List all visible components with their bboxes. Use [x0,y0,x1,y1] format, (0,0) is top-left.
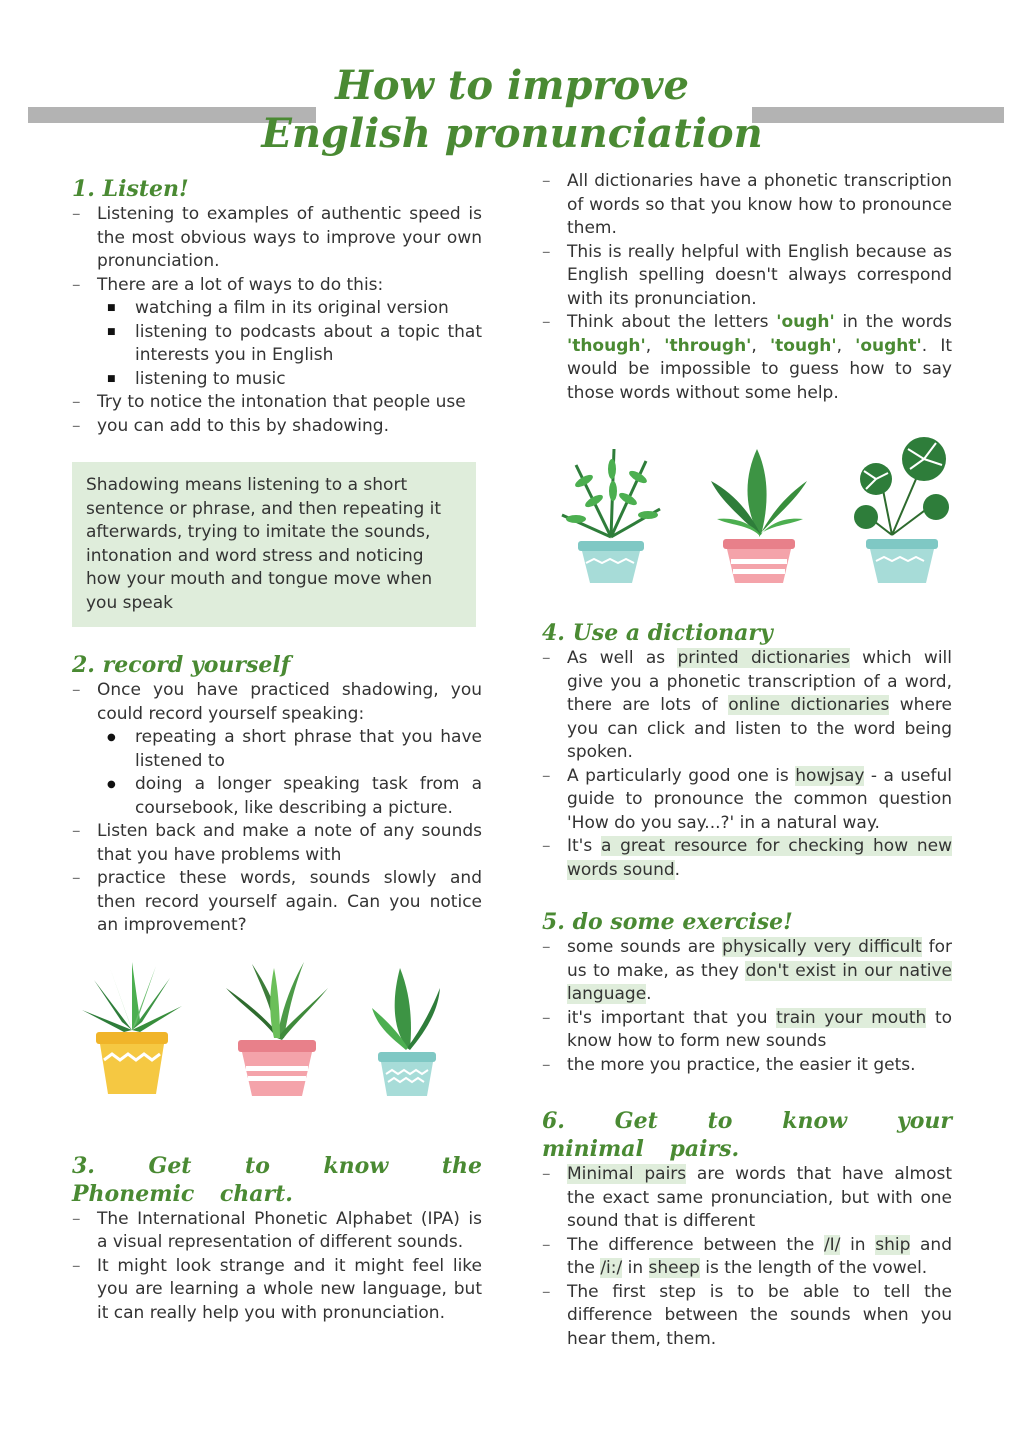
list-item: – The difference between the /I/ in ship and the /i:/ in sheep is the length of the vowel. [542,1234,952,1281]
dictionary-intro-list [542,170,952,405]
right-column [542,170,952,1351]
list-item: – The first step is to be able to tell the difference between the sounds when you hear them, them. [542,1281,952,1352]
section-6-heading: 6. Get to know your minimal pairs. [542,1108,952,1162]
list-item: – Try to notice the intonation that people use [72,391,482,415]
list-item: – A particularly good one is howjsay - a useful guide to pronounce the common question 'How do you say...?' in a natural way. [542,765,952,836]
fern-teal-pot-icon [556,445,666,585]
list-item: – The International Phonetic Alphabet (IPA) is a visual representation of different sounds. [72,1208,482,1255]
left-column [72,175,482,1325]
page-title [0,62,1024,158]
list-item: ■ listening to podcasts about a topic that interests you in English [135,321,482,368]
title-line-1: How to improve [335,62,689,109]
list-item: – it's important that you train your mouth to know how to form new sounds [542,1007,952,1054]
section-4-heading: 4. Use a dictionary [542,620,773,646]
section-4-list [542,647,952,882]
list-item: – This is really helpful with English because as English spelling doesn't always correspond with its pronunciation. [542,241,952,312]
section-2-heading: 2. record yourself [72,652,291,678]
list-item: – some sounds are physically very difficult for us to make, as they don't exist in our native language. [542,936,952,1007]
list-item: – Once you have practiced shadowing, you could record yourself speaking: ● repeating a short phrase that you have listened to ● doing a longer speaking task from a coursebook, like describing a picture. [72,679,482,820]
list-item: ● repeating a short phrase that you have listened to [135,726,482,773]
plant-yellow-pot-icon [82,960,182,1098]
section-2-list [72,679,482,938]
list-item: – practice these words, sounds slowly and then record yourself again. Can you notice an improvement? [72,867,482,938]
section-6-list [542,1163,952,1351]
list-item: ■ watching a film in its original version [135,297,482,321]
plant-teal-pot-icon [372,958,442,1098]
plants-illustration-right [556,435,952,585]
section-1-list [72,203,482,438]
sub-list [97,726,482,820]
section-3-heading: 3. Get to know the Phonemic chart. [72,1152,482,1207]
list-item: ■ listening to music [135,368,482,392]
list-item: ● doing a longer speaking task from a coursebook, like describing a picture. [135,773,482,820]
plant-pink-pot-icon [709,445,809,585]
section-3-list [72,1208,482,1326]
list-item: – Listening to examples of authentic speed is the most obvious ways to improve your own pronunciation. [72,203,482,274]
section-1-heading: 1. Listen! [72,176,189,202]
list-item: – There are a lot of ways to do this: ■ watching a film in its original version ■ listening to podcasts about a topic that interests you in English ■ listening to music [72,274,482,392]
section-5-heading: 5. do some exercise! [542,909,793,935]
list-item: – As well as printed dictionaries which will give you a phonetic transcription of a word, there are lots of online dictionaries where you can click and listen to the word being spoken. [542,647,952,765]
list-item: – Think about the letters 'ough' in the words 'though', 'through', 'tough', 'ought'. It would be impossible to guess how to say those words without some help. [542,311,952,405]
sub-list [97,297,482,391]
section-5-list [542,936,952,1077]
plant-pink-pot-icon [222,958,332,1098]
list-item: – you can add to this by shadowing. [72,415,482,439]
plants-illustration-left [82,958,442,1098]
list-item: – Listen back and make a note of any sounds that you have problems with [72,820,482,867]
shadowing-callout-box: Shadowing means listening to a short sentence or phrase, and then repeating it afterwards, trying to imitate the sounds, intonation and word stress and noticing how your mouth and tongue move when you speak [72,462,476,627]
list-item: – It's a great resource for checking how new words sound. [542,835,952,882]
monstera-teal-pot-icon [852,435,952,585]
list-item: – It might look strange and it might feel like you are learning a whole new language, but it can really help you with pronunciation. [72,1255,482,1326]
title-line-2: English pronunciation [261,110,763,157]
list-item: – All dictionaries have a phonetic transcription of words so that you know how to pronounce them. [542,170,952,241]
list-item: – Minimal pairs are words that have almost the exact same pronunciation, but with one sound that is different [542,1163,952,1234]
list-item: – the more you practice, the easier it gets. [542,1054,952,1078]
